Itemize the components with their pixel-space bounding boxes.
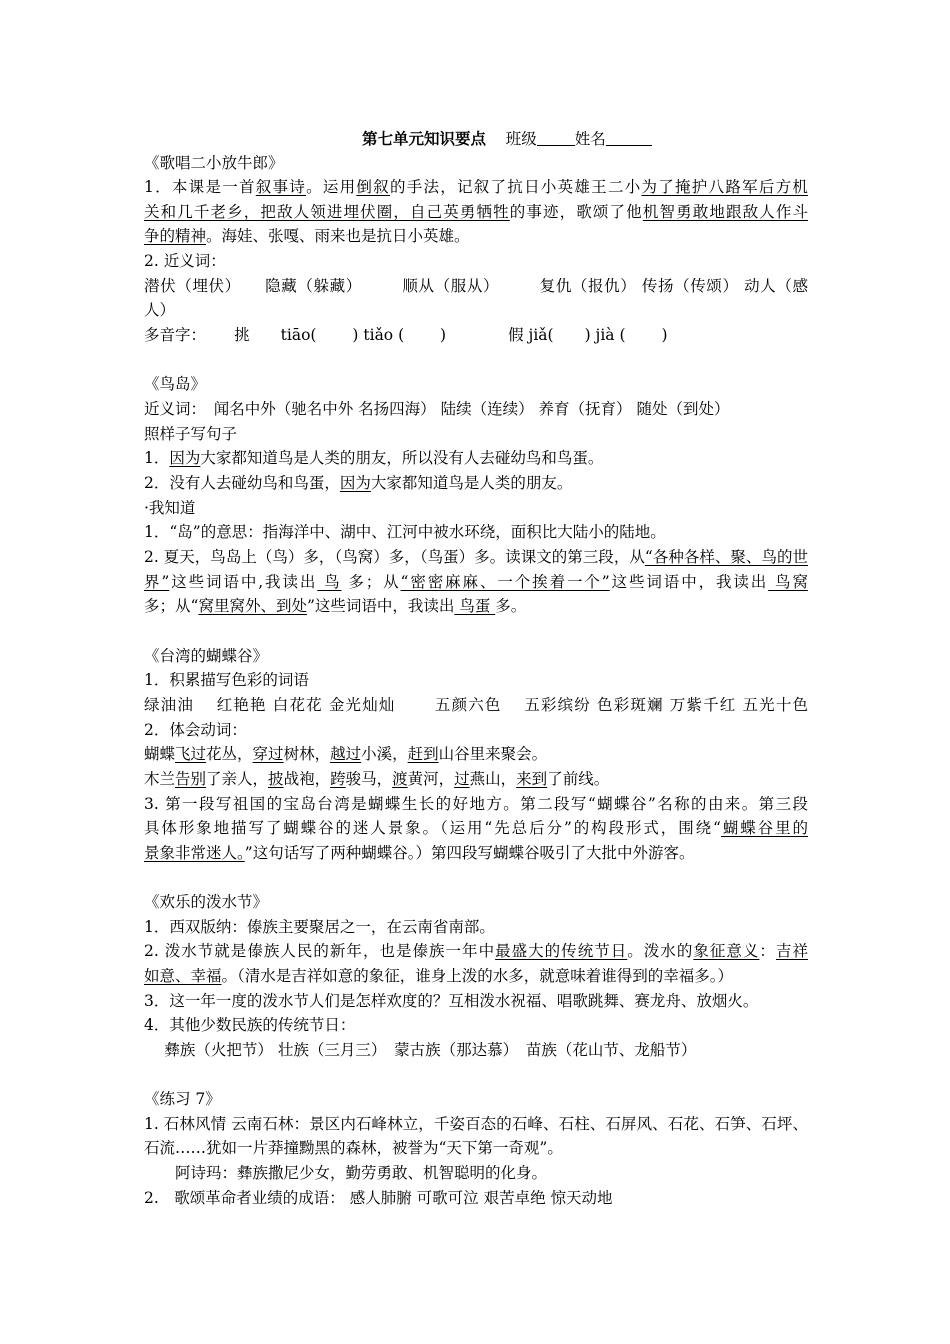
paragraph-line: 3. 第一段写祖国的宝岛台湾是蝴蝶生长的好地方。第二段写“蝴蝶谷”名称的由来。第三段 [144,795,808,813]
paragraph-line: 照样子写句子 [144,425,238,443]
paragraph-line: 蝴蝶飞过花丛，穿过树林，越过小溪，赶到山谷里来聚会。 [144,745,548,763]
paragraph-line: 争的精神。海娃、张嘎、雨来也是抗日小英雄。 [144,227,470,245]
paragraph-line: 多；从“窝里窝外、到处”这些词语中，我读出 鸟蛋 多。 [144,597,527,615]
paragraph-line: 4．其他少数民族的传统节日： [144,1016,356,1034]
paragraph-line: 3．这一年一度的泼水节人们是怎样欢度的？互相泼水祝福、唱歌跳舞、赛龙舟、放烟火。 [144,992,759,1010]
page-title: 第七单元知识要点 [362,129,487,148]
paragraph-line: 2. 夏天，鸟岛上（鸟）多，（鸟窝）多，（鸟蛋）多。读课文的第三段，从“各种各样、聚、鸟的世 [144,548,808,566]
paragraph-line: 石流……犹如一片莽撞黝黑的森林，被誉为“天下第一奇观”。 [144,1139,563,1157]
name-label: 姓名 [574,130,606,148]
header-line [362,130,652,148]
class-blank [537,130,575,146]
paragraph-line: 1．积累描写色彩的词语 [144,671,309,689]
paragraph-line: 1．“岛”的意思：指海洋中、湖中、江河中被水环绕，面积比大陆小的陆地。 [144,523,666,541]
section-heading: 《歌唱二小放牛郎》 [144,154,284,172]
paragraph-line: 阿诗玛：彝族撒尼少女，勤劳勇敢、机智聪明的化身。 [144,1164,548,1182]
paragraph-line: 1．西双版纳：傣族主要聚居之一，在云南省南部。 [144,918,495,936]
paragraph-line: 彝族（火把节） 壮族（三月三） 蒙古族（那达慕） 苗族（花山节、龙船节） [144,1041,697,1059]
section-heading: 《鸟岛》 [144,375,207,393]
name-blank [606,130,652,146]
paragraph-line: 2．体会动词： [144,721,247,739]
section-heading: 《欢乐的泼水节》 [144,893,269,911]
section-heading: 《练习 7》 [144,1090,221,1108]
paragraph-line: 界”这些词语中,我读出 鸟 多；从“密密麻麻、一个挨着一个”这些词语中，我读出 鸟窝 [144,573,808,591]
paragraph-line: 多音字： 挑 tiāo( ) tiǎo ( ) 假 jiǎ( ) jià ( ) [144,326,668,344]
paragraph-line: ·我知道 [144,499,196,517]
paragraph-line: 具体形象地描写了蝴蝶谷的迷人景象。（运用“先总后分”的构段形式，围绕“蝴蝶谷里的 [144,819,808,837]
paragraph-line: 人） [144,301,176,319]
paragraph-line: 景象非常迷人。”这句话写了两种蝴蝶谷。）第四段写蝴蝶谷吸引了大批中外游客。 [144,844,695,862]
class-label: 班级 [505,130,537,148]
paragraph-line: 1. 石林风情 云南石林：景区内石峰林立，千姿百态的石峰、石柱、石屏风、石花、石笋、石坪、 [144,1115,808,1133]
paragraph-line: 绿油油 红艳艳 白花花 金光灿灿 五颜六色 五彩缤纷 色彩斑斓 万紫千红 五光十色 [144,696,808,714]
paragraph-line: 如意、幸福。（清水是吉祥如意的象征，谁身上泼的水多，就意味着谁得到的幸福多。） [144,967,734,985]
paragraph-line: 近义词： 闻名中外（驰名中外 名扬四海） 陆续（连续） 养育（抚育） 随处（到处） [144,400,730,418]
paragraph-line: 2. 泼水节就是傣族人民的新年，也是傣族一年中最盛大的传统节日。泼水的象征意义：吉祥 [144,942,808,960]
paragraph-line: 1．因为大家都知道鸟是人类的朋友，所以没有人去碰幼鸟和鸟蛋。 [144,449,604,467]
paragraph-line: 关和几千老乡，把敌人领进埋伏圈，自己英勇牺牲的事迹，歌颂了他机智勇敢地跟敌人作斗 [144,203,808,221]
paragraph-line: 2. 歌颂革命者业绩的成语： 感人肺腑 可歌可泣 艰苦卓绝 惊天动地 [144,1189,613,1207]
section-heading: 《台湾的蝴蝶谷》 [144,647,269,665]
paragraph-line: 2．没有人去碰幼鸟和鸟蛋，因为大家都知道鸟是人类的朋友。 [144,474,573,492]
paragraph-line: 2. 近义词： [144,252,226,270]
paragraph-line: 木兰告别了亲人，披战袍，跨骏马，渡黄河，过燕山，来到了前线。 [144,770,610,788]
paragraph-line: 潜伏（埋伏） 隐藏（躲藏） 顺从（服从） 复仇（报仇） 传扬（传颂） 动人（感 [144,277,808,295]
paragraph-line: 1．本课是一首叙事诗。运用倒叙的手法，记叙了抗日小英雄王二小为了掩护八路军后方机 [144,178,808,196]
